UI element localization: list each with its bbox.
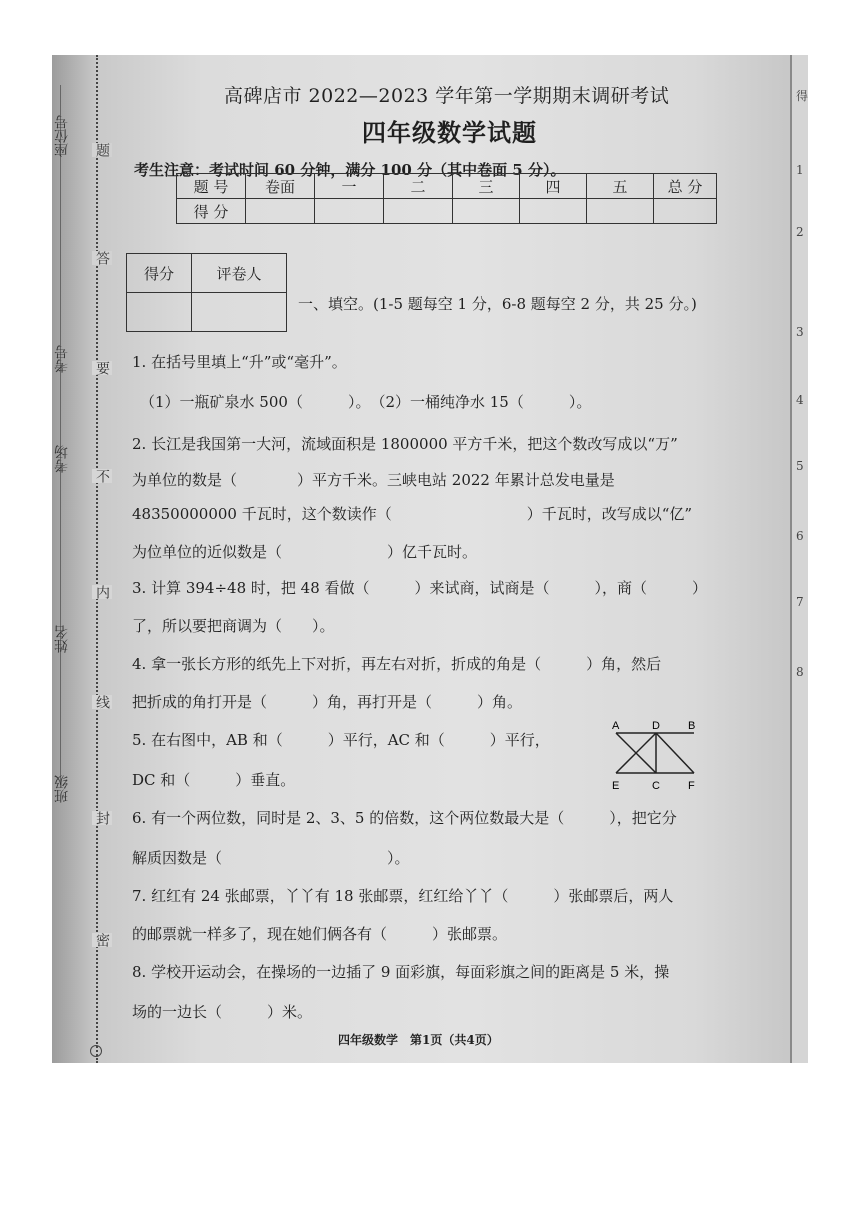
- score-cell[interactable]: [654, 199, 717, 224]
- score-table-col: 五: [587, 174, 654, 199]
- binding-circle: [90, 1045, 102, 1057]
- next-page-fragment: 6: [796, 529, 804, 543]
- label-e: E: [612, 780, 620, 791]
- section-one-title: 一、填空。(1-5 题每空 1 分，6-8 题每空 2 分，共 25 分。): [298, 295, 697, 313]
- seal-dotted-line: [96, 55, 110, 1063]
- score-table-col: 总 分: [654, 174, 717, 199]
- grader-name-cell[interactable]: [192, 293, 287, 332]
- question-line: 2. 长江是我国第一大河，流域面积是 1800000 平方千米，把这个数改写成以“万”: [132, 435, 678, 453]
- seal-char: 答: [94, 251, 110, 265]
- question-line: 7. 红红有 24 张邮票，丫丫有 18 张邮票，红红给丫丫（ ）张邮票后，两人: [132, 887, 674, 905]
- seat-label: 座位号: [54, 115, 70, 157]
- question-line: （1）一瓶矿泉水 500（ ）。 （2）一桶纯净水 15（ ）。: [140, 393, 592, 411]
- score-cell[interactable]: [384, 199, 453, 224]
- next-page-fragment: 7: [796, 595, 804, 609]
- grader-box: [126, 253, 287, 332]
- score-table-row-label: 得 分: [177, 199, 246, 224]
- score-table-score-row: [177, 199, 717, 224]
- question-line: 48350000000 千瓦时，这个数读作（ ）千瓦时，改写成以“亿”: [132, 505, 693, 523]
- binding-line: [60, 85, 61, 785]
- question-line: 为位单位的近似数是（ ）亿千瓦时。: [132, 543, 478, 561]
- binding-margin: [52, 55, 124, 1063]
- question-line: DC 和（ ）垂直。: [132, 771, 296, 789]
- score-cell[interactable]: [315, 199, 384, 224]
- exam-sheet: [124, 55, 790, 1063]
- label-c: C: [652, 780, 660, 791]
- seal-char: 题: [94, 143, 110, 157]
- score-table-header-label: 题 号: [177, 174, 246, 199]
- question-line: 4. 拿一张长方形的纸先上下对折，再左右对折，折成的角是（ ）角，然后: [132, 655, 662, 673]
- question-line: 8. 学校开运动会，在操场的一边插了 9 面彩旗，每面彩旗之间的距离是 5 米，操: [132, 963, 670, 981]
- seal-char: 要: [94, 361, 110, 375]
- line-bf: [656, 733, 694, 773]
- next-page-fragment: 4: [796, 393, 804, 407]
- exam-photo: [52, 55, 808, 1063]
- question-line: 了，所以要把商调为（ ）。: [132, 617, 335, 635]
- next-page-edge: [790, 55, 808, 1063]
- seal-char: 线: [94, 695, 110, 709]
- score-cell[interactable]: [246, 199, 315, 224]
- score-table-col: 四: [520, 174, 587, 199]
- page-footer: 四年级数学 第1页（共4页）: [338, 1033, 499, 1047]
- next-page-fragment: 2: [796, 225, 804, 239]
- score-table: [176, 173, 717, 224]
- exam-title: 高碑店市 2022—2023 学年第一学期期末调研考试: [224, 85, 670, 107]
- question-line: 6. 有一个两位数，同时是 2、3、5 的倍数，这个两位数最大是（ ），把它分: [132, 809, 677, 827]
- label-d: D: [652, 720, 660, 732]
- grader-score-label: 得分: [127, 254, 192, 293]
- next-page-fragment: 得: [796, 89, 808, 103]
- question-line: 场的一边长（ ）米。: [132, 1003, 313, 1021]
- question-line: 解质因数是（ ）。: [132, 849, 410, 867]
- grader-name-label: 评卷人: [192, 254, 287, 293]
- next-page-fragment: 1: [796, 163, 804, 177]
- exam-no-label: 考号: [54, 345, 70, 373]
- room-label: 考场: [54, 445, 70, 473]
- label-a: A: [612, 720, 620, 732]
- exam-notice: 考生注意：考试时间 60 分钟，满分 100 分（其中卷面 5 分）。: [134, 161, 566, 179]
- question-line: 3. 计算 394÷48 时，把 48 看做（ ）来试商，试商是（ ），商（ ）: [132, 579, 708, 597]
- class-label: 班级: [54, 775, 70, 803]
- seal-char: 内: [94, 585, 110, 599]
- score-cell[interactable]: [520, 199, 587, 224]
- score-table-col: 三: [453, 174, 520, 199]
- parallel-lines-figure: [610, 719, 700, 791]
- score-table-header-row: [177, 174, 717, 199]
- grader-score-cell[interactable]: [127, 293, 192, 332]
- score-cell[interactable]: [453, 199, 520, 224]
- name-label: 姓名: [54, 625, 70, 653]
- question-line: 的邮票就一样多了，现在她们俩各有（ ）张邮票。: [132, 925, 508, 943]
- next-page-fragment: 8: [796, 665, 804, 679]
- seal-char: 不: [94, 469, 110, 483]
- next-page-fragment: 3: [796, 325, 804, 339]
- seal-char: 封: [94, 811, 110, 825]
- seal-char: 密: [94, 933, 110, 947]
- question-line: 1. 在括号里填上“升”或“毫升”。: [132, 353, 347, 371]
- next-page-fragment: 5: [796, 459, 804, 473]
- question-line: 5. 在右图中，AB 和（ ）平行，AC 和（ ）平行，: [132, 731, 550, 749]
- score-cell[interactable]: [587, 199, 654, 224]
- question-line: 把折成的角打开是（ ）角，再打开是（ ）角。: [132, 693, 523, 711]
- score-table-col: 卷面: [246, 174, 315, 199]
- score-table-col: 二: [384, 174, 453, 199]
- question-line: 为单位的数是（ ）平方千米。三峡电站 2022 年累计总发电量是: [132, 471, 615, 489]
- score-table-col: 一: [315, 174, 384, 199]
- exam-subtitle: 四年级数学试题: [362, 118, 537, 147]
- label-b: B: [688, 720, 696, 732]
- label-f: F: [688, 780, 695, 791]
